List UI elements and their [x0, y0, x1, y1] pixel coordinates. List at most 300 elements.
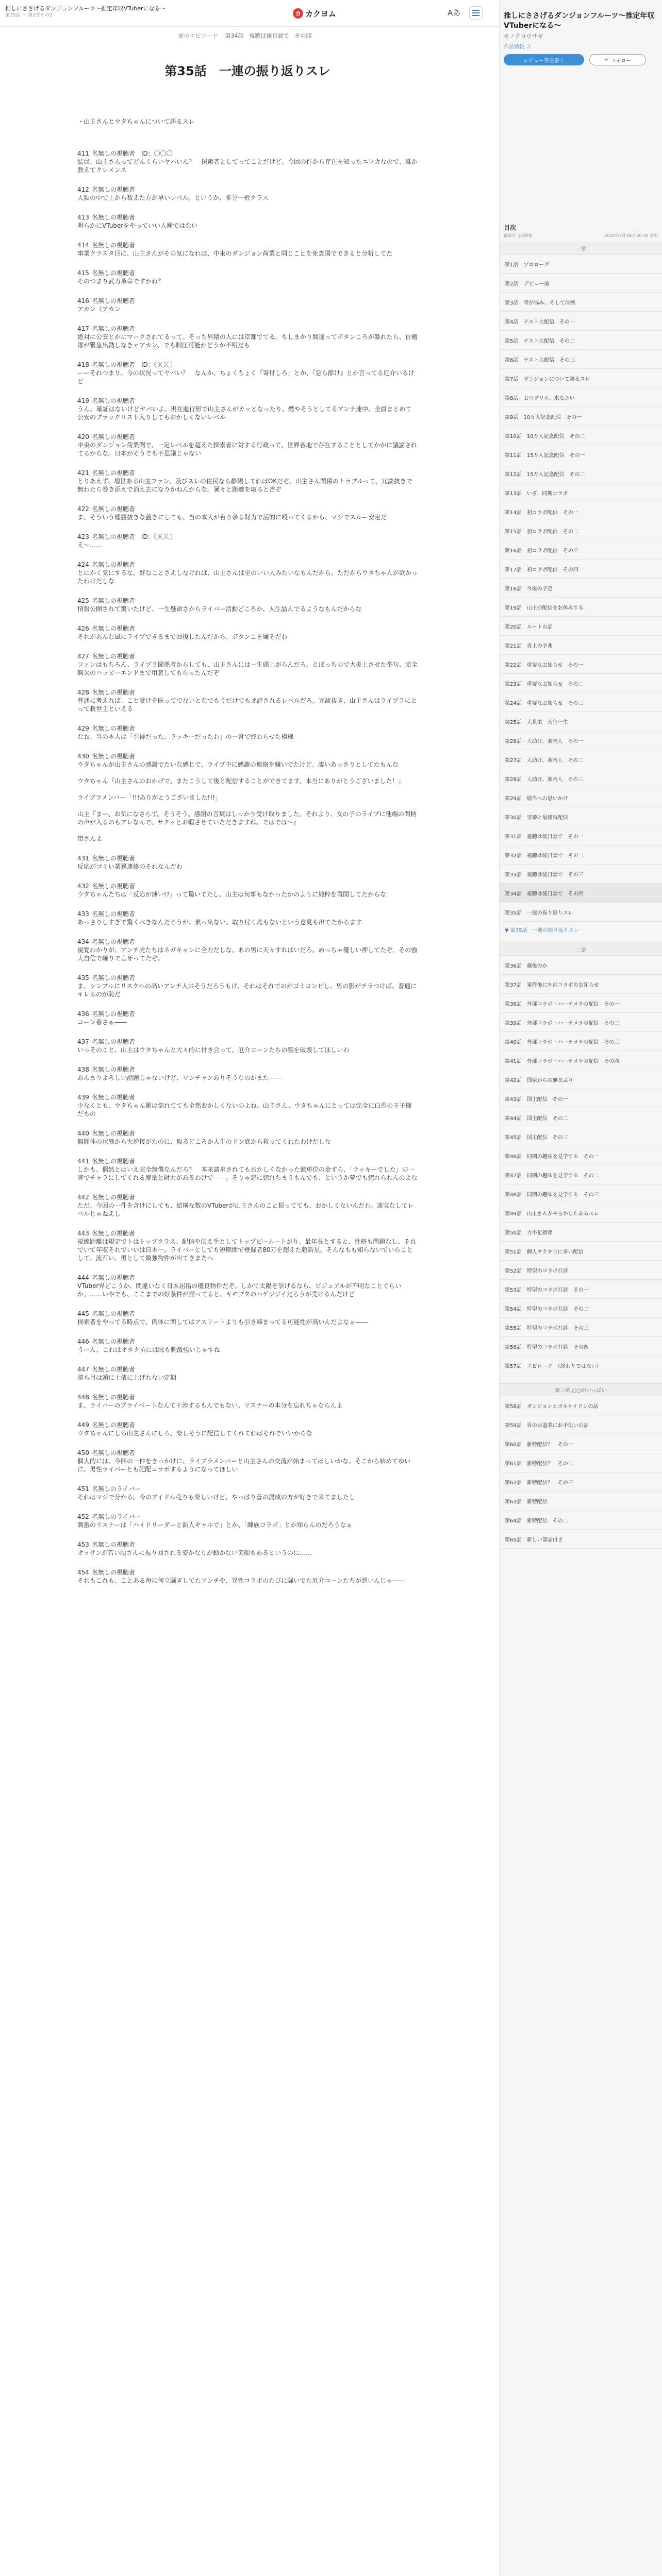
chapter-2-list: [500, 956, 662, 1375]
post-number: 413: [77, 214, 89, 221]
post-header: [77, 1093, 418, 1101]
post-line: ウタちゃんにしろ山主さんにしろ、楽しそうに配信してくれてればそれでいいからな: [77, 1430, 312, 1437]
toc-episode-item[interactable]: [500, 521, 662, 540]
post-line: ーーそれつまり、今の状況ってヤバい？ なんか、ちょくちょく『寄付しろ』とか、『怠ら節け』とか言ってる厄介いるけど: [77, 369, 415, 385]
toc-episode-item[interactable]: [500, 426, 662, 445]
thread-post: [77, 652, 418, 677]
post-line: ウタちゃんたちは「反応が薄い!?」って驚いてたし、山主は何事もなかったかのように純粋を再開してたからな: [77, 891, 387, 898]
post-author: 名無しの視聴者: [92, 242, 136, 249]
post-author: 名無しの視聴者: [92, 1366, 136, 1373]
post-header: [77, 882, 418, 890]
post-header: [77, 241, 418, 249]
toc-episode-item[interactable]: [500, 350, 662, 369]
toc-episode-item[interactable]: [500, 1337, 662, 1356]
header-work-title[interactable]: 推しにささげるダンジョンフルーツ～推定年収VTuberになる～: [5, 5, 166, 12]
toc-episode-item[interactable]: [500, 1318, 662, 1337]
toc-episode-label: 第62話 新特配信？ その三: [505, 1480, 573, 1486]
previous-episode-link[interactable]: 前のエピソード: [178, 32, 218, 39]
thread-post: [77, 1274, 418, 1298]
toc-episode-item[interactable]: [500, 1089, 662, 1108]
post-line: 山主『まー、お気になさらず。そうそう、感謝の言葉はしっかり受け取りました。それより、女の子のライブに他端の間柄の声が入るのもアレなんで、サクッとお暇させていただきますね。ではでは～』: [77, 810, 417, 826]
toc-episode-item[interactable]: [500, 617, 662, 636]
toc-episode-label: 第9話 10万人記念配信 その一: [505, 414, 582, 420]
post-header: [77, 910, 418, 918]
toc-episode-item[interactable]: [500, 1415, 662, 1434]
toc-episode-item[interactable]: [500, 1070, 662, 1089]
post-number: 433: [77, 910, 89, 918]
post-header: [77, 652, 418, 660]
toc-episode-item[interactable]: [500, 731, 662, 750]
toc-episode-label: 第59話 昇のお遊業にお手伝いの話: [505, 1422, 589, 1429]
toc-episode-item[interactable]: [500, 674, 662, 693]
post-body: [77, 946, 418, 962]
post-line: 中東のダンジョン荷業例で、一定レベルを超えた探索者に対する行政って、世界各地で存在することとしてかかに議論されてるからな。日本がそうでも不思議じゃない: [77, 442, 418, 457]
post-author: 名無しの視聴者: [92, 561, 136, 568]
post-line: あっさりしすぎで驚くべきなんだろうが、素っ気ない。取り付く島もないという意見も出てたからます: [77, 919, 362, 926]
thread-post: [77, 269, 418, 285]
thread-post: [77, 241, 418, 258]
toc-episode-label: 第65話 新しい部品付き: [505, 1537, 563, 1543]
post-header: [77, 1310, 418, 1318]
post-line: とりあえず、増世ある山主ファン、及びスレの住民なら静観してればOKだぞ。山主さん関係のトラブルって、冗談抜きで無わたら巻き添えで消え去になりかねんからな。暑々と距離を取ると吉ぞ: [77, 478, 412, 493]
work-info-link[interactable]: 作品情報 ３: [504, 44, 532, 50]
post-number: 417: [77, 325, 89, 332]
thread-post: [77, 433, 418, 457]
post-line: 人類の中で上から数えた方が早いレベル。というか、多分一桁クラス: [77, 194, 269, 201]
toc-episode-item[interactable]: [500, 1032, 662, 1051]
post-author: 名無しの視聴者: [92, 597, 136, 604]
post-number: 454: [77, 1569, 89, 1576]
toc-episode-label: 第29話 穏当への思いかけ: [505, 795, 568, 802]
toc-episode-label: 第20話 ルートの話: [505, 624, 553, 630]
toc-episode-label: 第35話 一連の振り返りスレ: [505, 910, 573, 916]
post-line: 帯さんよ: [77, 835, 103, 842]
post-header: [77, 938, 418, 946]
follow-button-label: フォロー: [610, 58, 632, 64]
post-number: 434: [77, 938, 89, 945]
work-title[interactable]: 推しにささげるダンジョンフルーツ～推定年収VTuberになる～: [504, 12, 655, 30]
toc-episode-item[interactable]: [500, 807, 662, 826]
toc-episode-label: 第58話 ダンジョンとボルケイドンの話: [505, 1403, 599, 1410]
post-body: [77, 1346, 418, 1354]
post-line: いっそのこと、山主はウタちゃんと大々的に付き合って、厄介コーンたちの脳を破壊してほしいわ: [77, 1046, 350, 1054]
episode-title: 第35話 一連の振り返りスレ: [164, 64, 330, 78]
post-body: [77, 862, 418, 871]
toc-episode-label: 第19話 山主が配信をお休みする: [505, 605, 584, 611]
post-author: 名無しの視聴者: [92, 938, 136, 945]
toc-episode-item[interactable]: [500, 1453, 662, 1472]
post-line: ま、シンプルにリスクへの高いアンチ人共そうだろうもけ、それはそれでのがゴミコンビし、男の影がチラつけば、普通にキレるのが恥だ: [77, 982, 417, 998]
post-header: [77, 1129, 418, 1138]
post-body: [77, 405, 418, 421]
toc-episode-item[interactable]: [500, 1492, 662, 1511]
post-line: しかも、偶然とはいえ完全無償なんだろ？ 本来請求されてもおかしくなかった億単位の金すら、「ラッキーでした」の一言でチャラにしてくれる度量と財力があるわけで――。そりゃ恋に惚れちまうもんでも、というか夢でも惚れられんのよな: [77, 1166, 418, 1181]
toc-episode-label: 第14話 初コラボ配信 その一: [505, 510, 578, 516]
thread-post: [77, 882, 418, 899]
toc-episode-item[interactable]: [500, 369, 662, 388]
hamburger-menu-icon[interactable]: [469, 6, 483, 20]
post-number: 450: [77, 1449, 89, 1456]
toc-episode-item[interactable]: [500, 540, 662, 560]
toc-episode-item[interactable]: [500, 788, 662, 807]
toc-episode-item[interactable]: [500, 464, 662, 483]
toc-episode-item[interactable]: [500, 1530, 662, 1549]
toc-episode-item[interactable]: [500, 884, 662, 903]
post-line: とにかく気にするな。好なことさえしなければ、山主さんは至のいい人みたいなもんだから。ただからウタちゃんが欲かったわけだしな: [77, 569, 418, 585]
toc-episode-item[interactable]: [500, 274, 662, 293]
toc-episode-label: 第13話 いざ、同期コラボ: [505, 490, 568, 497]
toc-episode-item[interactable]: [500, 1204, 662, 1223]
thread-post: [77, 397, 418, 421]
post-line: オッサンが若い頃さんに振り回される姿かなりが動かない笑顔もあるというのに……: [77, 1549, 312, 1556]
toc-episode-label: 第21話 炎上の予兆: [505, 643, 553, 649]
thread-post: [77, 469, 418, 494]
site-logo[interactable]: [293, 7, 336, 20]
post-body: [77, 982, 418, 998]
toc-episode-label: 第46話 同期の趣味を見学する その一: [505, 1154, 599, 1160]
header-work-info[interactable]: [5, 5, 273, 19]
post-body: [77, 1493, 418, 1501]
post-body: [77, 1318, 418, 1326]
header-episode-subtitle: 第35話 ～ 第2章その2: [5, 13, 53, 18]
post-id: ID：〇〇〇: [141, 361, 173, 368]
post-line: あんまりよろしい話題じゃないけど、ワンチャンありそうなのがまた――: [77, 1074, 282, 1081]
post-header: [77, 213, 418, 222]
current-episode-link[interactable]: 第34話 視聴は後日談で その四: [225, 32, 312, 39]
thread-post: [77, 974, 418, 998]
post-author: 名無しの視聴者: [92, 397, 136, 404]
toc-episode-item[interactable]: [500, 1223, 662, 1242]
post-body: [77, 369, 418, 385]
toc-episode-item[interactable]: [500, 636, 662, 655]
post-number: 422: [77, 505, 89, 513]
post-number: 451: [77, 1485, 89, 1493]
post-author: 名無しの視聴者: [92, 1194, 136, 1201]
thread-post: [77, 325, 418, 349]
toc-episode-label: 第11話 15万人記念配信 その一: [505, 452, 585, 459]
thread-post: [77, 1540, 418, 1557]
toc-episode-label: 第2話 デビュー前: [505, 281, 550, 287]
post-number: 440: [77, 1130, 89, 1137]
post-line: 普通に考えれば、こと受けを既ってでないとなでもうだけでもオ評されるレベルだろ。冗談抜き、山主さんはライブラにとって救世主といえる: [77, 697, 417, 713]
post-author: 名無しのライバー: [92, 1513, 141, 1520]
post-header: [77, 1193, 418, 1201]
post-body: [77, 697, 418, 713]
post-number: 437: [77, 1038, 89, 1045]
font-size-button[interactable]: Aあ: [448, 8, 461, 18]
post-author: 名無しの視聴者: [92, 1541, 136, 1548]
post-author: 名無しの視聴者: [92, 1394, 136, 1401]
post-number: 444: [77, 1274, 89, 1281]
toc-episode-item[interactable]: [500, 1280, 662, 1299]
toc-episode-item[interactable]: [500, 1242, 662, 1261]
post-body: [77, 277, 418, 285]
post-line: 結局、山主さんってどんくらいヤバいん？ 探索者としてってことだけど。今回の件から存在を知ったニワカなので、誰か教えてクレメンス: [77, 158, 418, 174]
post-body: [77, 222, 418, 230]
toc-episode-item[interactable]: [500, 293, 662, 312]
toc-episode-item[interactable]: [500, 1165, 662, 1184]
thread-post: [77, 1365, 418, 1382]
toc-episode-item[interactable]: [500, 769, 662, 788]
toc-episode-item[interactable]: [500, 1146, 662, 1165]
toc-episode-item[interactable]: [500, 1356, 662, 1375]
toc-episode-item[interactable]: [500, 903, 662, 922]
post-author: 名無しの視聴者: [92, 1274, 136, 1281]
thread-post: [77, 752, 418, 843]
toc-episode-item[interactable]: [500, 388, 662, 407]
toc-episode-item[interactable]: [500, 502, 662, 521]
toc-episode-label: 第25話 大見栄 天狗一生: [505, 719, 568, 725]
post-author: 名無しの視聴者: [92, 269, 136, 277]
toc-episode-label: 第31話 視聴は後日談で その一: [505, 834, 584, 840]
post-line: 勝ち目は頭に土俵に上げれない定期: [77, 1374, 177, 1381]
post-author: 名無しの視聴者: [92, 1230, 136, 1237]
post-author: 名無しの視聴者: [92, 1421, 136, 1429]
post-header: [77, 433, 418, 441]
post-number: 436: [77, 1010, 89, 1018]
toc-episode-item[interactable]: [500, 331, 662, 350]
toc-episode-item[interactable]: [500, 1013, 662, 1032]
post-author: 名無しの視聴者: [92, 214, 136, 221]
toc-episode-label: 第32話 視聴は後日談で その二: [505, 853, 584, 859]
toc-episode-item[interactable]: [500, 560, 662, 579]
post-line: うーん、これはオタク抗には眩も刺激強いじゃすね: [77, 1346, 220, 1353]
post-header: [77, 688, 418, 697]
toc-episode-item[interactable]: [500, 975, 662, 994]
post-number: 428: [77, 689, 89, 696]
post-line: 絶対に公安とかにマークされてるって。そっち界隈の人には京都でてる。もしまかり間違ってボタンころが暴れたら、自衛隊が緊急出動しなきゃアカン、でも制圧可能かどうか不明だも: [77, 333, 418, 349]
toc-episode-item[interactable]: [500, 1051, 662, 1070]
toc-title: 目次: [504, 224, 517, 231]
post-header: [77, 297, 418, 305]
post-number: 452: [77, 1513, 89, 1520]
post-line: それがあんな風にライブできるまで回復したんだから、ボタンこを嫌そだわ: [77, 633, 288, 640]
post-header: [77, 752, 418, 760]
post-header: [77, 1393, 418, 1401]
post-number: 432: [77, 883, 89, 890]
thread-post: [77, 1129, 418, 1146]
toc-episode-item[interactable]: [500, 994, 662, 1013]
toc-episode-item[interactable]: [500, 312, 662, 331]
post-author: 名無しの視聴者: [92, 625, 136, 632]
toc-episode-item[interactable]: [500, 1261, 662, 1280]
toc-episode-item[interactable]: [500, 1127, 662, 1146]
toc-episode-label: 第3話 時が悩み、そして決断: [505, 300, 575, 306]
post-number: 415: [77, 269, 89, 277]
section-header-3: 第三章 ○○がいっぱい: [500, 1383, 662, 1396]
post-line: 視覚わかりが、アンチ虎たちはネガキャンに全力だしな。あの男に天々すれはいだろ。めっちゃ優しい押してたぞ。その強大自信で確りで言牙ってたぞ。: [77, 946, 418, 962]
chapter-1-list: [500, 255, 662, 922]
post-author: 名無しの視聴者: [92, 505, 136, 513]
toc-episode-label: 第12話 15万人記念配信 その二: [505, 471, 585, 478]
post-line: それもこれも、ことある毎に何立騒ぎしてたアンチや、異性コラボのたびに騒いでた厄介コーンたちが悪いんじゃ――: [77, 1577, 405, 1584]
toc-episode-label: 第47話 同期の趣味を見学する その二: [505, 1173, 599, 1179]
toc-episode-item[interactable]: [500, 1108, 662, 1127]
toc-episode-item[interactable]: [500, 1184, 662, 1204]
post-header: [77, 1229, 418, 1238]
post-body: [77, 158, 418, 174]
toc-episode-label: 第50話 力不足指導: [505, 1230, 553, 1236]
post-body: [77, 477, 418, 494]
chapter-3-list: [500, 1396, 662, 1549]
toc-episode-label: 第45話 国主配信 その三: [505, 1134, 568, 1141]
post-author: 名無しの視聴者: [92, 974, 136, 981]
post-header: [77, 561, 418, 569]
toc-episode-item[interactable]: [500, 1299, 662, 1318]
post-body: [77, 918, 418, 926]
post-number: 416: [77, 297, 89, 304]
toc-episode-item[interactable]: [500, 845, 662, 865]
post-body: [77, 605, 418, 613]
post-body: [77, 441, 418, 457]
post-author: 名無しの視聴者: [92, 361, 136, 368]
toc-episode-label: 第53話 特望のコラボ打診 その一: [505, 1287, 589, 1293]
toc-episode-item[interactable]: [500, 579, 662, 598]
post-line: 探索者をやってる時点で、肉体に関してはアスリートよりも引き締まってる可能性が高いんだよなぁ――: [77, 1318, 368, 1326]
review-button[interactable]: [504, 54, 584, 65]
post-number: 431: [77, 855, 89, 862]
post-header: [77, 1540, 418, 1549]
thread-post: [77, 1157, 418, 1182]
post-number: 423: [77, 533, 89, 540]
post-number: 420: [77, 433, 89, 440]
post-header: [77, 1449, 418, 1457]
plus-icon: +: [604, 57, 608, 63]
thread-post: [77, 533, 418, 549]
post-number: 448: [77, 1394, 89, 1401]
post-author: 名無しの視聴者: [92, 753, 136, 760]
thread-post: [77, 505, 418, 521]
post-author: 名無しの視聴者: [92, 1130, 136, 1137]
toc-episode-item[interactable]: [500, 826, 662, 845]
toc-episode-label: 第30話 雪姫と最後戦配信: [505, 815, 568, 821]
toc-episode-label: 第37話 案件後に外部コラボのお知らせ: [505, 982, 599, 988]
post-author: 名無しの視聴者: [92, 1449, 136, 1456]
toc-episode-item[interactable]: [500, 1511, 662, 1530]
thread-post: [77, 938, 418, 962]
thread-post: [77, 1449, 418, 1473]
post-line: ただ、今回の一件を含けにしても、結構な数のVTuberが山主さんのこと狙ってても、おかしくないんだわ。遠宝なしてレベルじゃねえし: [77, 1202, 414, 1217]
post-line: ウタちゃん『山主さんのおかげで、またこうして後と配信することができてます。本当にありがとうございました！』: [77, 777, 405, 785]
toc-episode-item[interactable]: [500, 255, 662, 274]
toc-episode-item[interactable]: [500, 598, 662, 617]
toc-episode-item[interactable]: [500, 655, 662, 674]
post-header: [77, 624, 418, 633]
post-header: [77, 1513, 418, 1521]
thread-post: [77, 910, 418, 926]
toc-episode-label: 第8話 おつグリル、来なさい: [505, 395, 575, 401]
post-body: [77, 890, 418, 899]
toc-episode-item[interactable]: [500, 865, 662, 884]
post-author: 名無しの視聴者: [92, 1038, 136, 1045]
post-blank-line: [77, 826, 418, 835]
toc-episode-item[interactable]: [500, 1434, 662, 1453]
toc-episode-label: 第7話 ダンジョンについて語るスレ: [505, 376, 590, 382]
post-body: [77, 1521, 418, 1529]
toc-episode-item[interactable]: [500, 956, 662, 975]
post-header: [77, 724, 418, 733]
post-number: 419: [77, 397, 89, 404]
toc-episode-label: 第6話 テスト大配信 その三: [505, 357, 575, 363]
toc-episode-item[interactable]: [500, 1396, 662, 1415]
post-line: アカン（アカン: [77, 306, 121, 313]
post-line: 少なくとも、ウタちゃん側は惚れてても全然おかしくないのよね。山主さん、ウタちゃんにとっては完全に白馬の王子様だもの: [77, 1102, 412, 1117]
post-number: 427: [77, 653, 89, 660]
post-body: [77, 1577, 418, 1585]
thread-post: [77, 1065, 418, 1082]
toc-episode-label: 第44話 国主配信 その二: [505, 1115, 568, 1122]
post-number: 425: [77, 597, 89, 604]
post-author: 名無しの視聴者: [92, 1338, 136, 1345]
post-body: [77, 1165, 418, 1182]
sidebar: [499, 0, 662, 2576]
logo-mark-icon: カ: [293, 8, 303, 19]
post-body: [77, 1074, 418, 1082]
post-author: 名無しのライバー: [92, 1485, 141, 1493]
post-header: [77, 269, 418, 277]
thread-post: [77, 1038, 418, 1054]
toc-episode-item[interactable]: [500, 750, 662, 769]
post-header: [77, 505, 418, 513]
post-line: そのつまり武力革命ですかね？: [77, 278, 164, 285]
review-button-label: レビュー等を書く: [523, 58, 565, 64]
post-header: [77, 1485, 418, 1493]
toc-episode-item[interactable]: [500, 712, 662, 731]
post-author: 名無しの視聴者: [92, 689, 136, 696]
post-number: 412: [77, 186, 89, 193]
post-body: [77, 1429, 418, 1437]
post-header: [77, 1365, 418, 1374]
current-episode-marker[interactable]: ▼ 第35話 一連の振り返りスレ: [505, 928, 579, 934]
post-line: 刺激のリスナーは「ハイドリーダーと新人ギャルで」とか、「練族コラボ」とか知らんのだろうなぁ: [77, 1521, 353, 1529]
toc-episode-item[interactable]: [500, 445, 662, 464]
toc-episode-label: 第49話 山主さんがやらかしたあるスレ: [505, 1211, 599, 1217]
toc-episode-item[interactable]: [500, 1472, 662, 1492]
post-header: [77, 1274, 418, 1282]
author-name[interactable]: モノクロウサギ: [504, 33, 543, 40]
thread-post: [77, 688, 418, 713]
toc-episode-item[interactable]: [500, 407, 662, 426]
post-body: [77, 569, 418, 585]
post-author: 名無しの視聴者: [92, 910, 136, 918]
post-header: [77, 325, 418, 333]
toc-episode-label: 第51話 個人ヤクタ主に多い配信: [505, 1249, 584, 1255]
post-header: [77, 397, 418, 405]
follow-button[interactable]: [589, 54, 646, 65]
toc-episode-label: 第33話 視聴は後日談で その三: [505, 872, 584, 878]
toc-episode-label: 第27話 人助け、案内人 その二: [505, 757, 584, 764]
post-header: [77, 1010, 418, 1018]
thread-post: [77, 297, 418, 313]
post-body: [77, 1101, 418, 1118]
toc-episode-label: 第16話 初コラボ配信 その三: [505, 548, 578, 554]
toc-episode-label: 第28話 人助け、案内人 その三: [505, 776, 584, 783]
section-header-2: 二章: [500, 943, 662, 956]
post-body: [77, 1238, 418, 1262]
post-number: 441: [77, 1158, 89, 1165]
toc-episode-label: 第60話 新特配信？ その一: [505, 1442, 573, 1448]
toc-episode-label: 第54話 特望のコラボ打診 その二: [505, 1306, 589, 1312]
toc-episode-item[interactable]: [500, 483, 662, 502]
post-line: それはマジで分かる。今のアイドル売りも楽しいけど、やっぱり昔の混成の方が好きで来てましたし: [77, 1494, 355, 1501]
toc-episode-item[interactable]: [500, 693, 662, 712]
thread-post: [77, 561, 418, 585]
thread-post: [77, 724, 418, 741]
post-author: 名無しの視聴者: [92, 186, 136, 193]
thread-post: [77, 1229, 418, 1262]
thread-post: [77, 213, 418, 230]
post-author: 名無しの視聴者: [92, 469, 136, 477]
